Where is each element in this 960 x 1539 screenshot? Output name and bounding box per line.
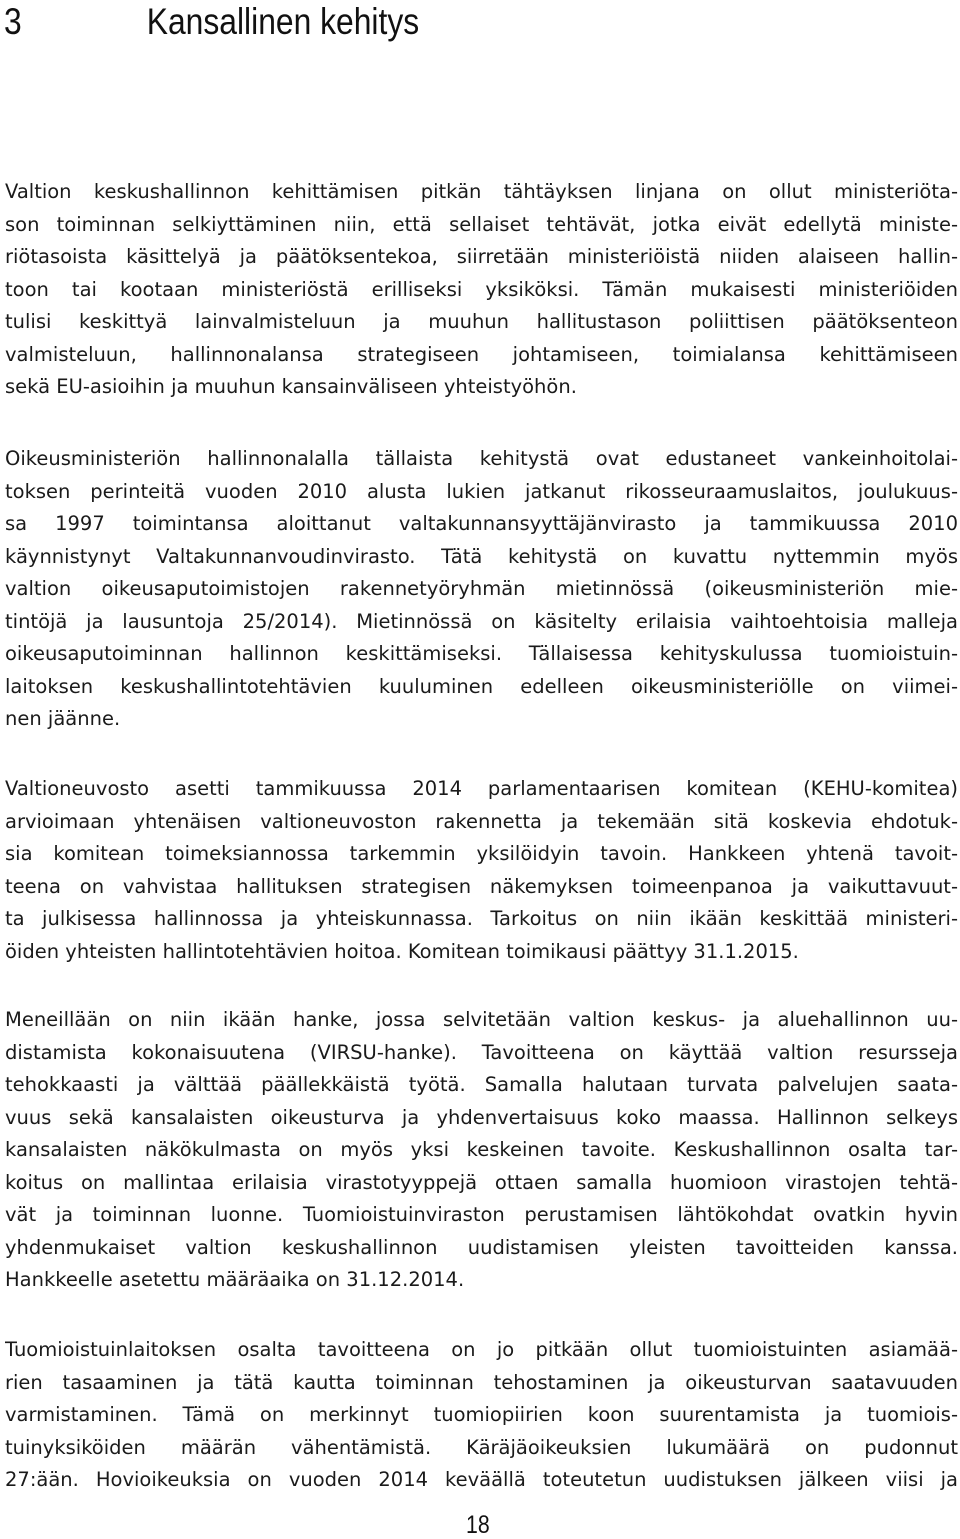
paragraph-line: vät ja toiminnan luonne. Tuomioistuinviraston perustamisen lähtökohdat ovatkin hyvin [5,1203,958,1226]
paragraph-line: 27:ään. Hovioikeuksia on vuoden 2014 keväällä toteutetun uudistuksen jälkeen viisi ja [5,1468,958,1491]
paragraph-line: sia komitean toimeksiannossa tarkemmin yksilöidyin tavoin. Hankkeen yhtenä tavoit- [5,842,958,865]
paragraph-line: teena on vahvistaa hallituksen strategisen näkemyksen toimeenpanoa ja vaikuttavuut- [5,874,958,898]
paragraph-line: riötasoista käsittelyä ja päätöksentekoa, siirretään ministeriöistä niiden alaiseen hallin- [5,245,958,268]
paragraph-line: valtion oikeusaputoimistojen rakennetyöryhmän mietinnössä (oikeusministeriön mie- [5,577,958,600]
paragraph-line: koitus on mallintaa erilaisia virastotyyppejä ottaen samalla huomioon virastojen tehtä- [5,1170,958,1194]
paragraph-line: son toiminnan selkiyttäminen niin, että sellaiset tehtävät, jotka eivät edellytä ministe- [5,212,958,236]
paragraph-line: vuus sekä kansalaisten oikeusturva ja yhdenvertaisuus koko maassa. Hallinnon selkeys [5,1105,958,1129]
paragraph-5 [5,1334,958,1497]
paragraph-line: sekä EU-asioihin ja muuhun kansainväliseen yhteistyöhön. [5,375,577,398]
paragraph-1 [5,176,958,404]
paragraph-line: toksen perinteitä vuoden 2010 alusta lukien jatkanut rikosseuraamuslaitos, joulukuus- [5,479,958,503]
paragraph-line: sa 1997 toimintansa aloittanut valtakunnansyyttäjänvirasto ja tammikuussa 2010 [5,512,958,535]
paragraph-line: Valtioneuvosto asetti tammikuussa 2014 parlamentaarisen komitean (KEHU-komitea) [5,777,958,800]
paragraph-line: Tuomioistuinlaitoksen osalta tavoitteena on jo pitkään ollut tuomioistuinten asiamää- [5,1338,958,1361]
chapter-number: 3 [4,1,22,42]
paragraph-line: toon tai kootaan ministeriöstä erilliseksi yksiköksi. Tämän mukaisesti ministeriöiden [5,277,958,301]
paragraph-line: oikeusaputoiminnan hallinnon keskittämiseksi. Tällaisessa kehityskulussa tuomioistuin- [5,642,958,665]
paragraph-line: tulisi keskittyä lainvalmisteluun ja muuhun hallitustason poliittisen päätöksenteon [5,310,958,333]
paragraph-line: Oikeusministeriön hallinnonalalla tällaista kehitystä ovat edustaneet vankeinhoitolai- [5,447,958,470]
chapter-title: Kansallinen kehitys [146,1,420,42]
paragraph-line: distamista kokonaisuutena (VIRSU-hanke). Tavoitteena on käyttää valtion resursseja [5,1040,958,1064]
paragraph-2 [5,443,958,736]
paragraph-line: rien tasaaminen ja tätä kautta toiminnan tehostaminen ja oikeusturvan saatavuuden [5,1370,958,1394]
paragraph-line: arvioimaan yhtenäisen valtioneuvoston rakennetta ja tekemään sitä koskevia ehdotuk- [5,809,958,833]
paragraph-line: Valtion keskushallinnon kehittämisen pitkän tähtäyksen linjana on ollut ministeriöta- [5,180,958,203]
page-number: 18 [466,1511,490,1539]
paragraph-line: Hankkeelle asetettu määräaika on 31.12.2014. [5,1268,465,1291]
paragraph-line: tintöjä ja lausuntoja 25/2014). Mietinnössä on käsitelty erilaisia vaihtoehtoisia malleja [5,609,958,633]
paragraph-line: tuinyksiköiden määrän vähentämistä. Käräjäoikeuksien lukumäärä on pudonnut [5,1435,958,1459]
paragraph-line: ta julkisessa hallinnossa ja yhteiskunnassa. Tarkoitus on niin ikään keskittää ministeri- [5,907,958,930]
paragraph-line: nen jäänne. [5,707,121,730]
paragraph-line: valmisteluun, hallinnonalansa strategiseen johtamiseen, toimialansa kehittämiseen [5,342,958,366]
paragraph-line: yhdenmukaiset valtion keskushallinnon uudistamisen yleisten tavoitteiden kanssa. [5,1235,958,1259]
chapter-heading [4,0,419,44]
paragraph-line: laitoksen keskushallintotehtävien kuuluminen edelleen oikeusministeriölle on viimei- [5,674,958,698]
paragraph-line: Meneillään on niin ikään hanke, jossa selvitetään valtion keskus- ja aluehallinnon uu- [5,1008,958,1031]
paragraph-3 [5,773,958,968]
paragraph-line: käynnistynyt Valtakunnanvoudinvirasto. Tätä kehitystä on kuvattu nyttemmin myös [5,544,958,568]
paragraph-line: kansalaisten näkökulmasta on myös yksi keskeinen tavoite. Keskushallinnon osalta tar- [5,1138,958,1161]
paragraph-line: varmistaminen. Tämä on merkinnyt tuomiopiirien koon suurentamista ja tuomiois- [5,1403,958,1426]
paragraph-line: tehokkaasti ja välttää päällekkäistä työtä. Samalla halutaan turvata palvelujen saata- [5,1073,958,1096]
paragraph-line: öiden yhteisten hallintotehtävien hoitoa. Komitean toimikausi päättyy 31.1.2015. [5,939,799,963]
paragraph-4 [5,1004,958,1297]
